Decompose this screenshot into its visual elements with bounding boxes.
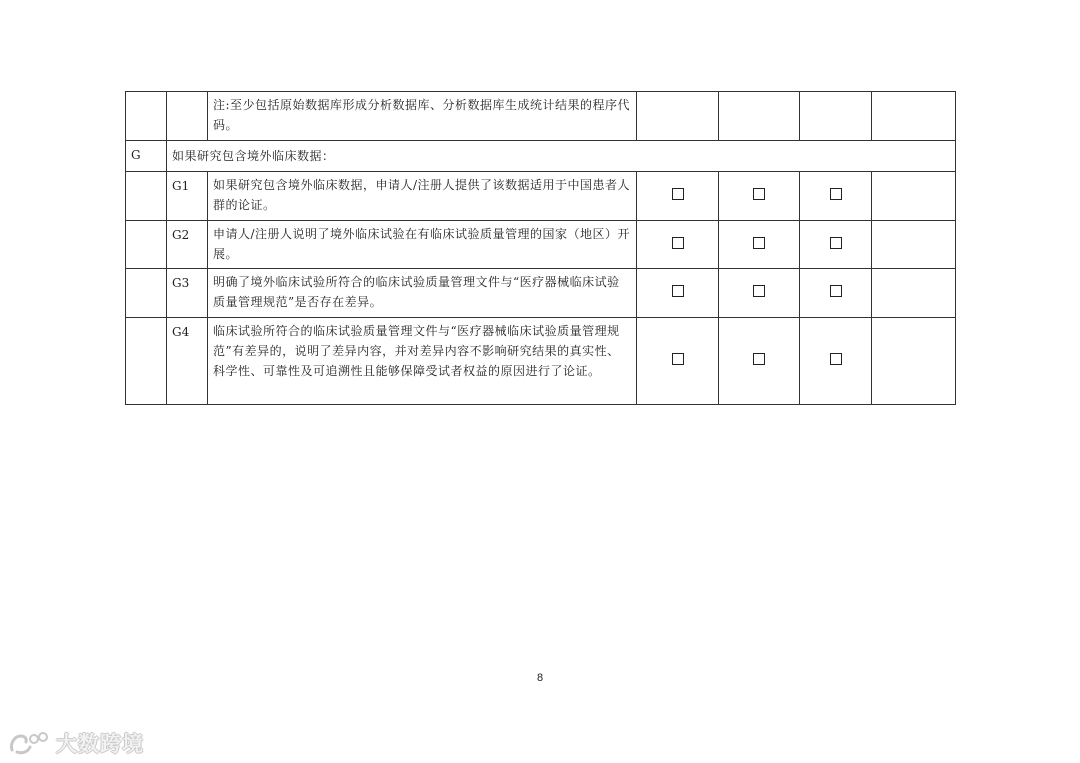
checkbox-cell bbox=[719, 221, 800, 269]
checkbox-cell bbox=[800, 318, 872, 405]
table-row bbox=[126, 269, 956, 318]
checkbox-cell bbox=[637, 172, 719, 221]
checkbox-cell bbox=[637, 269, 719, 318]
checkbox[interactable] bbox=[830, 188, 842, 200]
checkbox[interactable] bbox=[753, 237, 765, 249]
empty-cell bbox=[719, 92, 800, 141]
empty-cell bbox=[872, 172, 956, 221]
checkbox-cell bbox=[800, 172, 872, 221]
item-code: G2 bbox=[167, 221, 208, 269]
table-row bbox=[126, 221, 956, 269]
note-text: 注:至少包括原始数据库形成分析数据库、分析数据库生成统计结果的程序代码。 bbox=[208, 92, 637, 141]
checkbox-cell bbox=[719, 269, 800, 318]
note-row bbox=[126, 92, 956, 141]
checkbox[interactable] bbox=[753, 353, 765, 365]
empty-cell bbox=[637, 92, 719, 141]
checkbox[interactable] bbox=[672, 353, 684, 365]
empty-cell bbox=[126, 172, 167, 221]
empty-cell bbox=[167, 92, 208, 141]
checkbox[interactable] bbox=[672, 237, 684, 249]
checkbox-cell bbox=[637, 221, 719, 269]
checkbox[interactable] bbox=[753, 188, 765, 200]
watermark-text: 大数跨境 bbox=[56, 732, 144, 756]
item-text: 临床试验所符合的临床试验质量管理文件与“医疗器械临床试验质量管理规范”有差异的，说明了差异内容，并对差异内容不影响研究结果的真实性、科学性、可靠性及可追溯性且能够保障受试者权益的原因进行了论证。 bbox=[208, 318, 637, 405]
empty-cell bbox=[126, 269, 167, 318]
checkbox[interactable] bbox=[830, 285, 842, 297]
empty-cell bbox=[872, 221, 956, 269]
checkbox[interactable] bbox=[753, 285, 765, 297]
item-text: 如果研究包含境外临床数据，申请人/注册人提供了该数据适用于中国患者人群的论证。 bbox=[208, 172, 637, 221]
table-row bbox=[126, 172, 956, 221]
empty-cell bbox=[126, 92, 167, 141]
checkbox-cell bbox=[719, 172, 800, 221]
section-code: G bbox=[126, 141, 167, 172]
checkbox-cell bbox=[637, 318, 719, 405]
empty-cell bbox=[872, 318, 956, 405]
item-code: G3 bbox=[167, 269, 208, 318]
checkbox-cell bbox=[719, 318, 800, 405]
section-g-row bbox=[126, 141, 956, 172]
checklist-table bbox=[125, 91, 956, 405]
checkbox[interactable] bbox=[672, 285, 684, 297]
watermark bbox=[8, 728, 144, 758]
empty-cell bbox=[872, 92, 956, 141]
empty-cell bbox=[800, 92, 872, 141]
item-text: 明确了境外临床试验所符合的临床试验质量管理文件与“医疗器械临床试验质量管理规范”是否存在差异。 bbox=[208, 269, 637, 318]
checkbox[interactable] bbox=[830, 353, 842, 365]
item-text: 申请人/注册人说明了境外临床试验在有临床试验质量管理的国家（地区）开展。 bbox=[208, 221, 637, 269]
checkbox-cell bbox=[800, 269, 872, 318]
table-row bbox=[126, 318, 956, 405]
empty-cell bbox=[872, 269, 956, 318]
empty-cell bbox=[126, 221, 167, 269]
page-number: 8 bbox=[536, 672, 544, 684]
checkbox-cell bbox=[800, 221, 872, 269]
item-code: G4 bbox=[167, 318, 208, 405]
item-code: G1 bbox=[167, 172, 208, 221]
section-title: 如果研究包含境外临床数据： bbox=[167, 141, 956, 172]
checkbox[interactable] bbox=[830, 237, 842, 249]
empty-cell bbox=[126, 318, 167, 405]
dashuju-logo-icon bbox=[8, 730, 52, 756]
checkbox[interactable] bbox=[672, 188, 684, 200]
